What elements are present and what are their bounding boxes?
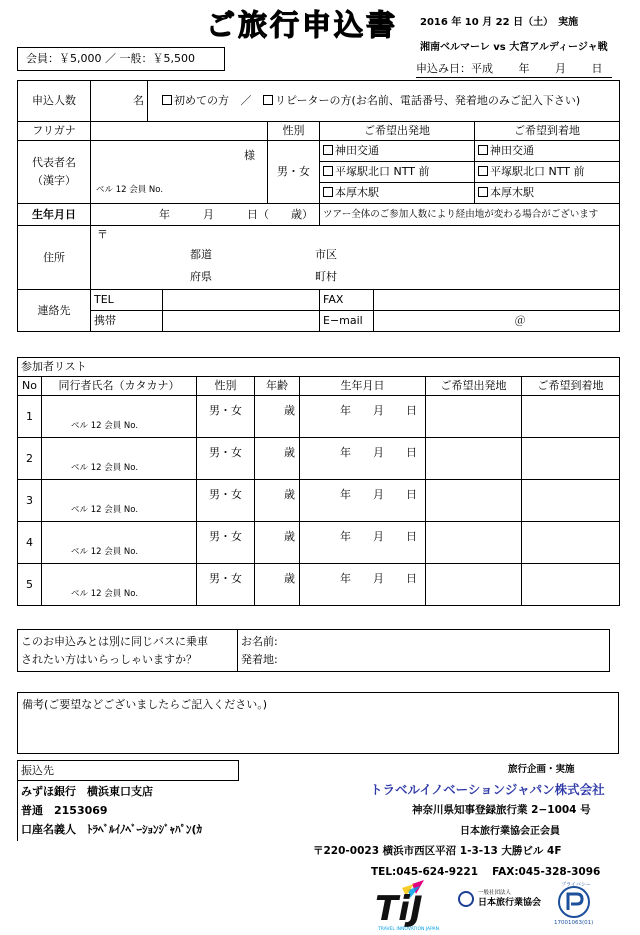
- col-departure: ご希望出発地: [426, 377, 522, 396]
- same-bus-table: [17, 629, 610, 672]
- same-bus-answer[interactable]: [238, 630, 610, 672]
- honorific: 様: [244, 149, 255, 162]
- rep-label-line2: （漢字）: [32, 174, 76, 187]
- address-label: 住所: [18, 226, 91, 290]
- applicant-count-field[interactable]: [91, 81, 148, 122]
- rep-gender[interactable]: 男・女: [268, 141, 320, 204]
- departure-option-3[interactable]: [320, 183, 475, 204]
- participant-arrival[interactable]: [522, 480, 620, 522]
- email-label: E−mail: [320, 311, 374, 331]
- departure-checkbox[interactable]: [323, 166, 333, 176]
- participants-header-row: [18, 377, 620, 396]
- city-label-2: 町村: [315, 270, 337, 283]
- remarks-box[interactable]: [17, 692, 619, 754]
- departure-option-2[interactable]: [320, 162, 475, 183]
- participant-age[interactable]: 歳: [255, 522, 300, 564]
- col-age: 年齢: [255, 377, 300, 396]
- participant-no: 2: [18, 438, 42, 480]
- company-name: トラベルイノベーションジャパン株式会社: [370, 782, 605, 797]
- first-time-label: 初めての方: [174, 94, 229, 108]
- participant-gender[interactable]: 男・女: [197, 396, 255, 438]
- participant-row: [18, 396, 620, 438]
- participant-name-field[interactable]: [42, 564, 197, 606]
- arrival-checkbox[interactable]: [478, 145, 488, 155]
- event-name: 湘南ベルマーレ vs 大宮アルディージャ戦: [420, 42, 608, 53]
- col-no: No: [18, 377, 42, 396]
- payment-bank: みずほ銀行 横浜東口支店: [21, 784, 153, 798]
- mobile-label: 携帯: [91, 311, 163, 332]
- jata-name: 日本旅行業協会: [478, 898, 542, 908]
- rep-member-no: ベル 12 会員 No.: [96, 185, 164, 195]
- participant-no: 4: [18, 522, 42, 564]
- same-bus-place-label: 発着地:: [241, 652, 278, 666]
- participant-row: [18, 438, 620, 480]
- arrival-option-3[interactable]: [475, 183, 620, 204]
- arrival-header: ご希望到着地: [475, 122, 620, 141]
- applicant-type: [148, 81, 620, 122]
- prefecture-label-1: 都道: [190, 248, 212, 261]
- departure-place-label: 本厚木駅: [335, 186, 379, 200]
- tij-logo: [372, 880, 454, 932]
- company-address: 〒220-0023 横浜市西区平沼 1-3-13 大勝ビル 4F: [313, 845, 562, 857]
- tour-note: ツアー全体のご参加人数により経由地が変わる場合がございます: [320, 204, 620, 226]
- prefecture-label-2: 府県: [190, 270, 212, 283]
- participant-name-field[interactable]: [42, 480, 197, 522]
- departure-place-label: 神田交通: [335, 144, 379, 158]
- participant-arrival[interactable]: [522, 438, 620, 480]
- fax-label: FAX: [320, 290, 374, 310]
- at-mark: ＠: [514, 314, 526, 328]
- participant-gender[interactable]: 男・女: [197, 480, 255, 522]
- furigana-label: フリガナ: [18, 122, 91, 141]
- participants-title: 参加者リスト: [18, 358, 620, 377]
- city-label-1: 市区: [315, 248, 337, 261]
- participant-birth[interactable]: 年 月 日: [300, 396, 426, 438]
- participant-gender[interactable]: 男・女: [197, 564, 255, 606]
- participant-no: 5: [18, 564, 42, 606]
- birth-label: 生年月日: [18, 204, 91, 226]
- participant-departure[interactable]: [426, 396, 522, 438]
- type-separator: ／: [240, 94, 252, 108]
- participant-name-field[interactable]: [42, 522, 197, 564]
- col-arrival: ご希望到着地: [522, 377, 620, 396]
- participant-name-field[interactable]: [42, 438, 197, 480]
- same-bus-question-2: されたい方はいらっしゃいますか？: [21, 652, 197, 666]
- tel-field[interactable]: [163, 290, 320, 311]
- col-name: 同行者氏名（カタカナ）: [42, 377, 197, 396]
- participant-arrival[interactable]: [522, 564, 620, 606]
- departure-option-1[interactable]: [320, 141, 475, 162]
- fee-text: 会員：￥5,000 ／ 一般：￥5,500: [26, 52, 195, 65]
- jata-emblem-icon: [458, 891, 474, 907]
- participant-age[interactable]: 歳: [255, 438, 300, 480]
- participant-row: [18, 480, 620, 522]
- participant-age[interactable]: 歳: [255, 396, 300, 438]
- event-date: 2016 年 10 月 22 日（土） 実施: [420, 17, 579, 28]
- jata-logo: [458, 888, 542, 910]
- arrival-place-label: 平塚駅北口 NTT 前: [490, 165, 585, 179]
- participant-member-no: ベル 12 会員 No.: [71, 547, 139, 558]
- participant-no: 3: [18, 480, 42, 522]
- mobile-field[interactable]: [163, 311, 320, 332]
- arrival-place-label: 本厚木駅: [490, 186, 534, 200]
- jata-small: 一般社団法人: [478, 890, 512, 896]
- participant-row: [18, 564, 620, 606]
- company-role: 旅行企画・実施: [508, 764, 575, 775]
- participant-member-no: ベル 12 会員 No.: [71, 589, 139, 600]
- tij-logo-text: TiJ: [375, 889, 423, 929]
- departure-checkbox[interactable]: [323, 187, 333, 197]
- col-gender: 性別: [197, 377, 255, 396]
- privacy-number: 17001063(01): [554, 920, 594, 926]
- birth-field[interactable]: 年 月 日（ 歳）: [91, 204, 320, 226]
- participant-member-no: ベル 12 会員 No.: [71, 505, 139, 516]
- company-phone: TEL:045-624-9221 FAX:045-328-3096: [371, 866, 601, 878]
- first-time-checkbox[interactable]: [162, 95, 172, 105]
- privacy-mark-logo: [552, 880, 596, 930]
- fee-box: [17, 47, 225, 71]
- tel-label: TEL: [91, 290, 163, 311]
- payment-account: 普通 2153069: [21, 804, 108, 818]
- gender-header: 性別: [268, 122, 320, 141]
- participant-birth[interactable]: 年 月 日: [300, 522, 426, 564]
- departure-checkbox[interactable]: [323, 145, 333, 155]
- same-bus-question-1: このお申込みとは別に同じバスに乗車: [21, 634, 208, 648]
- form-title: ご旅行申込書: [206, 8, 399, 42]
- arrival-checkbox[interactable]: [478, 166, 488, 176]
- participant-departure[interactable]: [426, 522, 522, 564]
- tij-logo-graphic: [372, 880, 454, 932]
- representative-label: [18, 141, 91, 204]
- participant-gender[interactable]: 男・女: [197, 438, 255, 480]
- participant-departure[interactable]: [426, 438, 522, 480]
- same-bus-question: [18, 630, 238, 672]
- payment-details: [18, 781, 239, 841]
- email-field[interactable]: [374, 311, 620, 331]
- rep-label-line1: 代表者名: [32, 156, 76, 170]
- participant-birth[interactable]: 年 月 日: [300, 564, 426, 606]
- participant-arrival[interactable]: [522, 396, 620, 438]
- applicant-table: [17, 80, 620, 332]
- privacy-mark-text: プライバシー: [561, 882, 591, 888]
- participant-gender[interactable]: 男・女: [197, 522, 255, 564]
- participant-row: [18, 522, 620, 564]
- privacy-mark-icon: [552, 880, 596, 920]
- participant-name-field[interactable]: [42, 396, 197, 438]
- participant-member-no: ベル 12 会員 No.: [71, 421, 139, 432]
- participant-no: 1: [18, 396, 42, 438]
- arrival-place-label: 神田交通: [490, 144, 534, 158]
- contact-label: 連絡先: [18, 290, 91, 332]
- participant-age[interactable]: 歳: [255, 564, 300, 606]
- email-cell: [320, 311, 620, 332]
- departure-place-label: 平塚駅北口 NTT 前: [335, 165, 430, 179]
- repeater-label: リピーターの方(お名前、電話番号、発着地のみご記入下さい): [275, 94, 581, 108]
- participant-age[interactable]: 歳: [255, 480, 300, 522]
- furigana-field[interactable]: [91, 122, 268, 141]
- company-registration: 神奈川県知事登録旅行業 2−1004 号: [412, 804, 591, 816]
- same-bus-name-label: お名前:: [241, 634, 278, 648]
- arrival-option-1[interactable]: [475, 141, 620, 162]
- remarks-label: 備考(ご要望などございましたらご記入ください。): [22, 698, 268, 711]
- company-association: 日本旅行業協会正会員: [460, 826, 560, 837]
- repeater-checkbox[interactable]: [263, 95, 273, 105]
- participant-birth[interactable]: 年 月 日: [300, 480, 426, 522]
- participant-birth[interactable]: 年 月 日: [300, 438, 426, 480]
- fax-cell: [320, 290, 620, 311]
- col-birth: 生年月日: [300, 377, 426, 396]
- participant-departure[interactable]: [426, 480, 522, 522]
- postal-mark: 〒: [97, 228, 108, 241]
- participant-member-no: ベル 12 会員 No.: [71, 463, 139, 474]
- payment-holder: 口座名義人 ﾄﾗﾍﾞﾙｲﾉﾍﾞｰｼｮﾝｼﾞｬﾊﾟﾝ(ｶ: [21, 823, 203, 837]
- count-unit: 名: [133, 94, 144, 108]
- payment-label: 振込先: [18, 761, 239, 781]
- address-field[interactable]: [91, 226, 620, 290]
- tij-logo-sub: TRAVEL INNOVATION JAPAN: [378, 927, 439, 932]
- fax-field[interactable]: [374, 290, 620, 310]
- representative-name-field[interactable]: [91, 141, 268, 204]
- payment-table: [17, 760, 239, 841]
- participant-departure[interactable]: [426, 564, 522, 606]
- arrival-checkbox[interactable]: [478, 187, 488, 197]
- apply-date: 申込み日：平成 年 月 日: [416, 60, 612, 78]
- departure-header: ご希望出発地: [320, 122, 475, 141]
- arrival-option-2[interactable]: [475, 162, 620, 183]
- participant-arrival[interactable]: [522, 522, 620, 564]
- applicant-count-label: 申込人数: [18, 81, 91, 122]
- participants-table: [17, 357, 620, 606]
